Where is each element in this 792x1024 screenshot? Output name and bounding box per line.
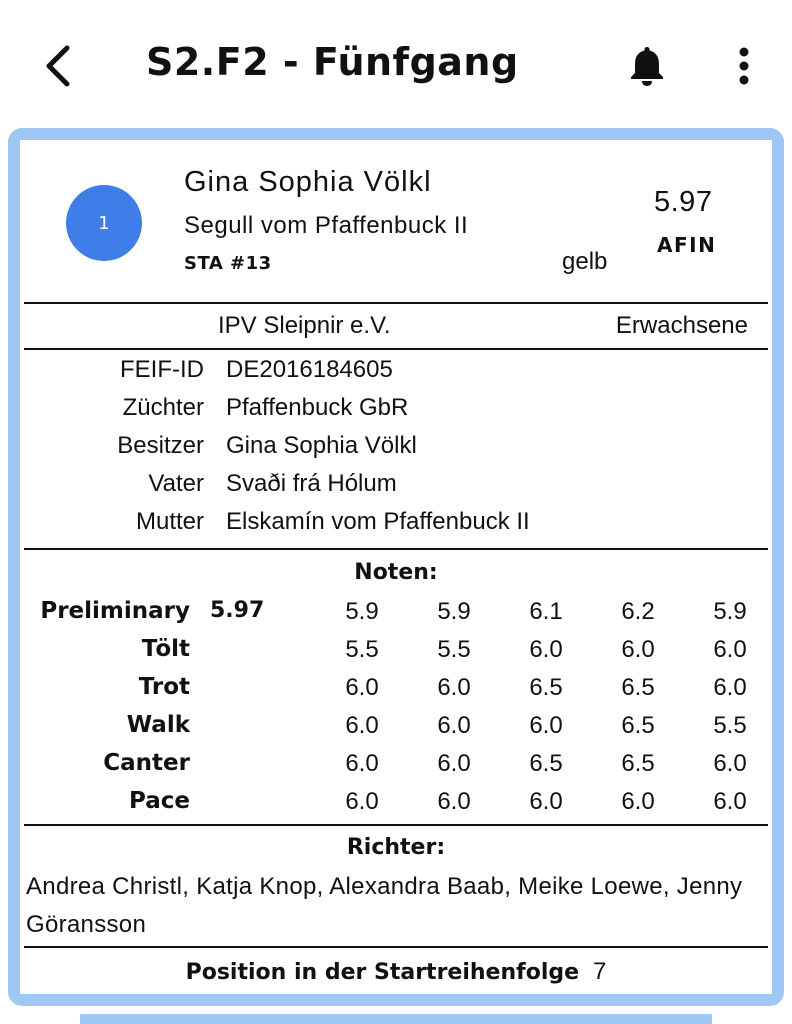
gait-label: Tölt — [141, 636, 190, 662]
judge-mark: 6.0 — [713, 636, 747, 663]
judge-mark: 6.0 — [345, 674, 379, 701]
gait-label: Walk — [126, 712, 190, 738]
score-row — [20, 636, 772, 674]
divider — [24, 348, 768, 350]
judge-mark: 6.0 — [713, 750, 747, 777]
divider — [24, 824, 768, 826]
judge-mark: 6.0 — [345, 788, 379, 815]
judge-mark: 5.5 — [345, 636, 379, 663]
judge-mark: 6.2 — [621, 598, 655, 625]
club-name: IPV Sleipnir e.V. — [218, 312, 391, 339]
info-value: Elskamín vom Pfaffenbuck II — [226, 508, 530, 535]
info-row-feif-id — [20, 356, 772, 394]
judge-mark: 6.5 — [621, 712, 655, 739]
gait-label: Canter — [103, 750, 190, 776]
judge-mark: 6.5 — [529, 750, 563, 777]
entry-card — [20, 140, 772, 994]
judges-list: Andrea Christl, Katja Knop, Alexandra Baab, Meike Loewe, Jenny Göransson — [26, 873, 743, 938]
back-button[interactable] — [36, 40, 80, 92]
judge-mark: 5.5 — [437, 636, 471, 663]
info-row-breeder — [20, 394, 772, 432]
divider — [24, 548, 768, 550]
gait-label: Preliminary — [40, 598, 190, 624]
judge-mark: 6.0 — [529, 636, 563, 663]
color-label: gelb — [562, 248, 608, 275]
info-row-sire — [20, 470, 772, 508]
info-row-owner — [20, 432, 772, 470]
info-value: Svaði frá Hólum — [226, 470, 397, 497]
judge-mark: 5.9 — [713, 598, 747, 625]
page-title: S2.F2 - Fünfgang — [146, 40, 519, 84]
judge-mark: 5.9 — [437, 598, 471, 625]
judge-mark: 6.5 — [621, 750, 655, 777]
score-row — [20, 598, 772, 636]
gait-total: 5.97 — [210, 598, 265, 623]
info-key: FEIF-ID — [120, 356, 204, 383]
gait-label: Pace — [129, 788, 190, 814]
judge-mark: 6.0 — [345, 750, 379, 777]
judge-mark: 6.0 — [437, 712, 471, 739]
age-group: Erwachsene — [615, 312, 748, 339]
judge-mark: 6.0 — [437, 750, 471, 777]
info-key: Mutter — [135, 508, 204, 535]
judge-mark: 6.0 — [621, 636, 655, 663]
divider — [24, 302, 768, 304]
judge-mark: 6.0 — [621, 788, 655, 815]
judge-mark: 6.0 — [345, 712, 379, 739]
judge-mark: 6.5 — [529, 674, 563, 701]
more-vertical-icon — [737, 46, 751, 86]
judge-mark: 6.0 — [437, 788, 471, 815]
score-row — [20, 750, 772, 788]
judge-mark: 6.0 — [713, 788, 747, 815]
notifications-button[interactable] — [624, 40, 670, 92]
judge-mark: 6.1 — [529, 598, 563, 625]
info-key: Vater — [148, 470, 204, 497]
judge-mark: 6.0 — [529, 788, 563, 815]
more-menu-button[interactable] — [724, 40, 764, 92]
chevron-left-icon — [43, 44, 73, 88]
info-value: Gina Sophia Völkl — [226, 432, 417, 459]
entry-header — [20, 140, 772, 302]
start-position-label: Position in der Startreihenfolge — [185, 960, 580, 985]
score-row — [20, 674, 772, 712]
info-value: DE2016184605 — [226, 356, 393, 383]
info-row-dam — [20, 508, 772, 546]
rider-name: Gina Sophia Völkl — [184, 166, 432, 198]
judge-mark: 6.5 — [621, 674, 655, 701]
judge-mark: 5.5 — [713, 712, 747, 739]
horse-name: Segull vom Pfaffenbuck II — [184, 212, 469, 239]
bell-icon — [627, 44, 667, 88]
gait-label: Trot — [138, 674, 190, 700]
info-key: Züchter — [122, 394, 204, 421]
next-card-edge — [80, 1014, 712, 1024]
judge-mark: 6.0 — [713, 674, 747, 701]
divider — [24, 946, 768, 948]
score-row — [20, 788, 772, 826]
status-badge: AFIN — [657, 233, 717, 257]
info-value: Pfaffenbuck GbR — [226, 394, 409, 421]
app-bar — [0, 0, 792, 130]
judge-mark: 5.9 — [345, 598, 379, 625]
total-score: 5.97 — [654, 186, 713, 218]
judges-title: Richter: — [346, 835, 446, 860]
judge-mark: 6.0 — [437, 674, 471, 701]
score-row — [20, 712, 772, 750]
start-position-value: 7 — [593, 958, 607, 985]
scores-title: Noten: — [354, 560, 438, 585]
start-number: STA #13 — [184, 253, 272, 274]
judge-mark: 6.0 — [529, 712, 563, 739]
rank-badge: 1 — [66, 185, 142, 261]
start-position — [20, 958, 772, 986]
info-key: Besitzer — [117, 432, 204, 459]
